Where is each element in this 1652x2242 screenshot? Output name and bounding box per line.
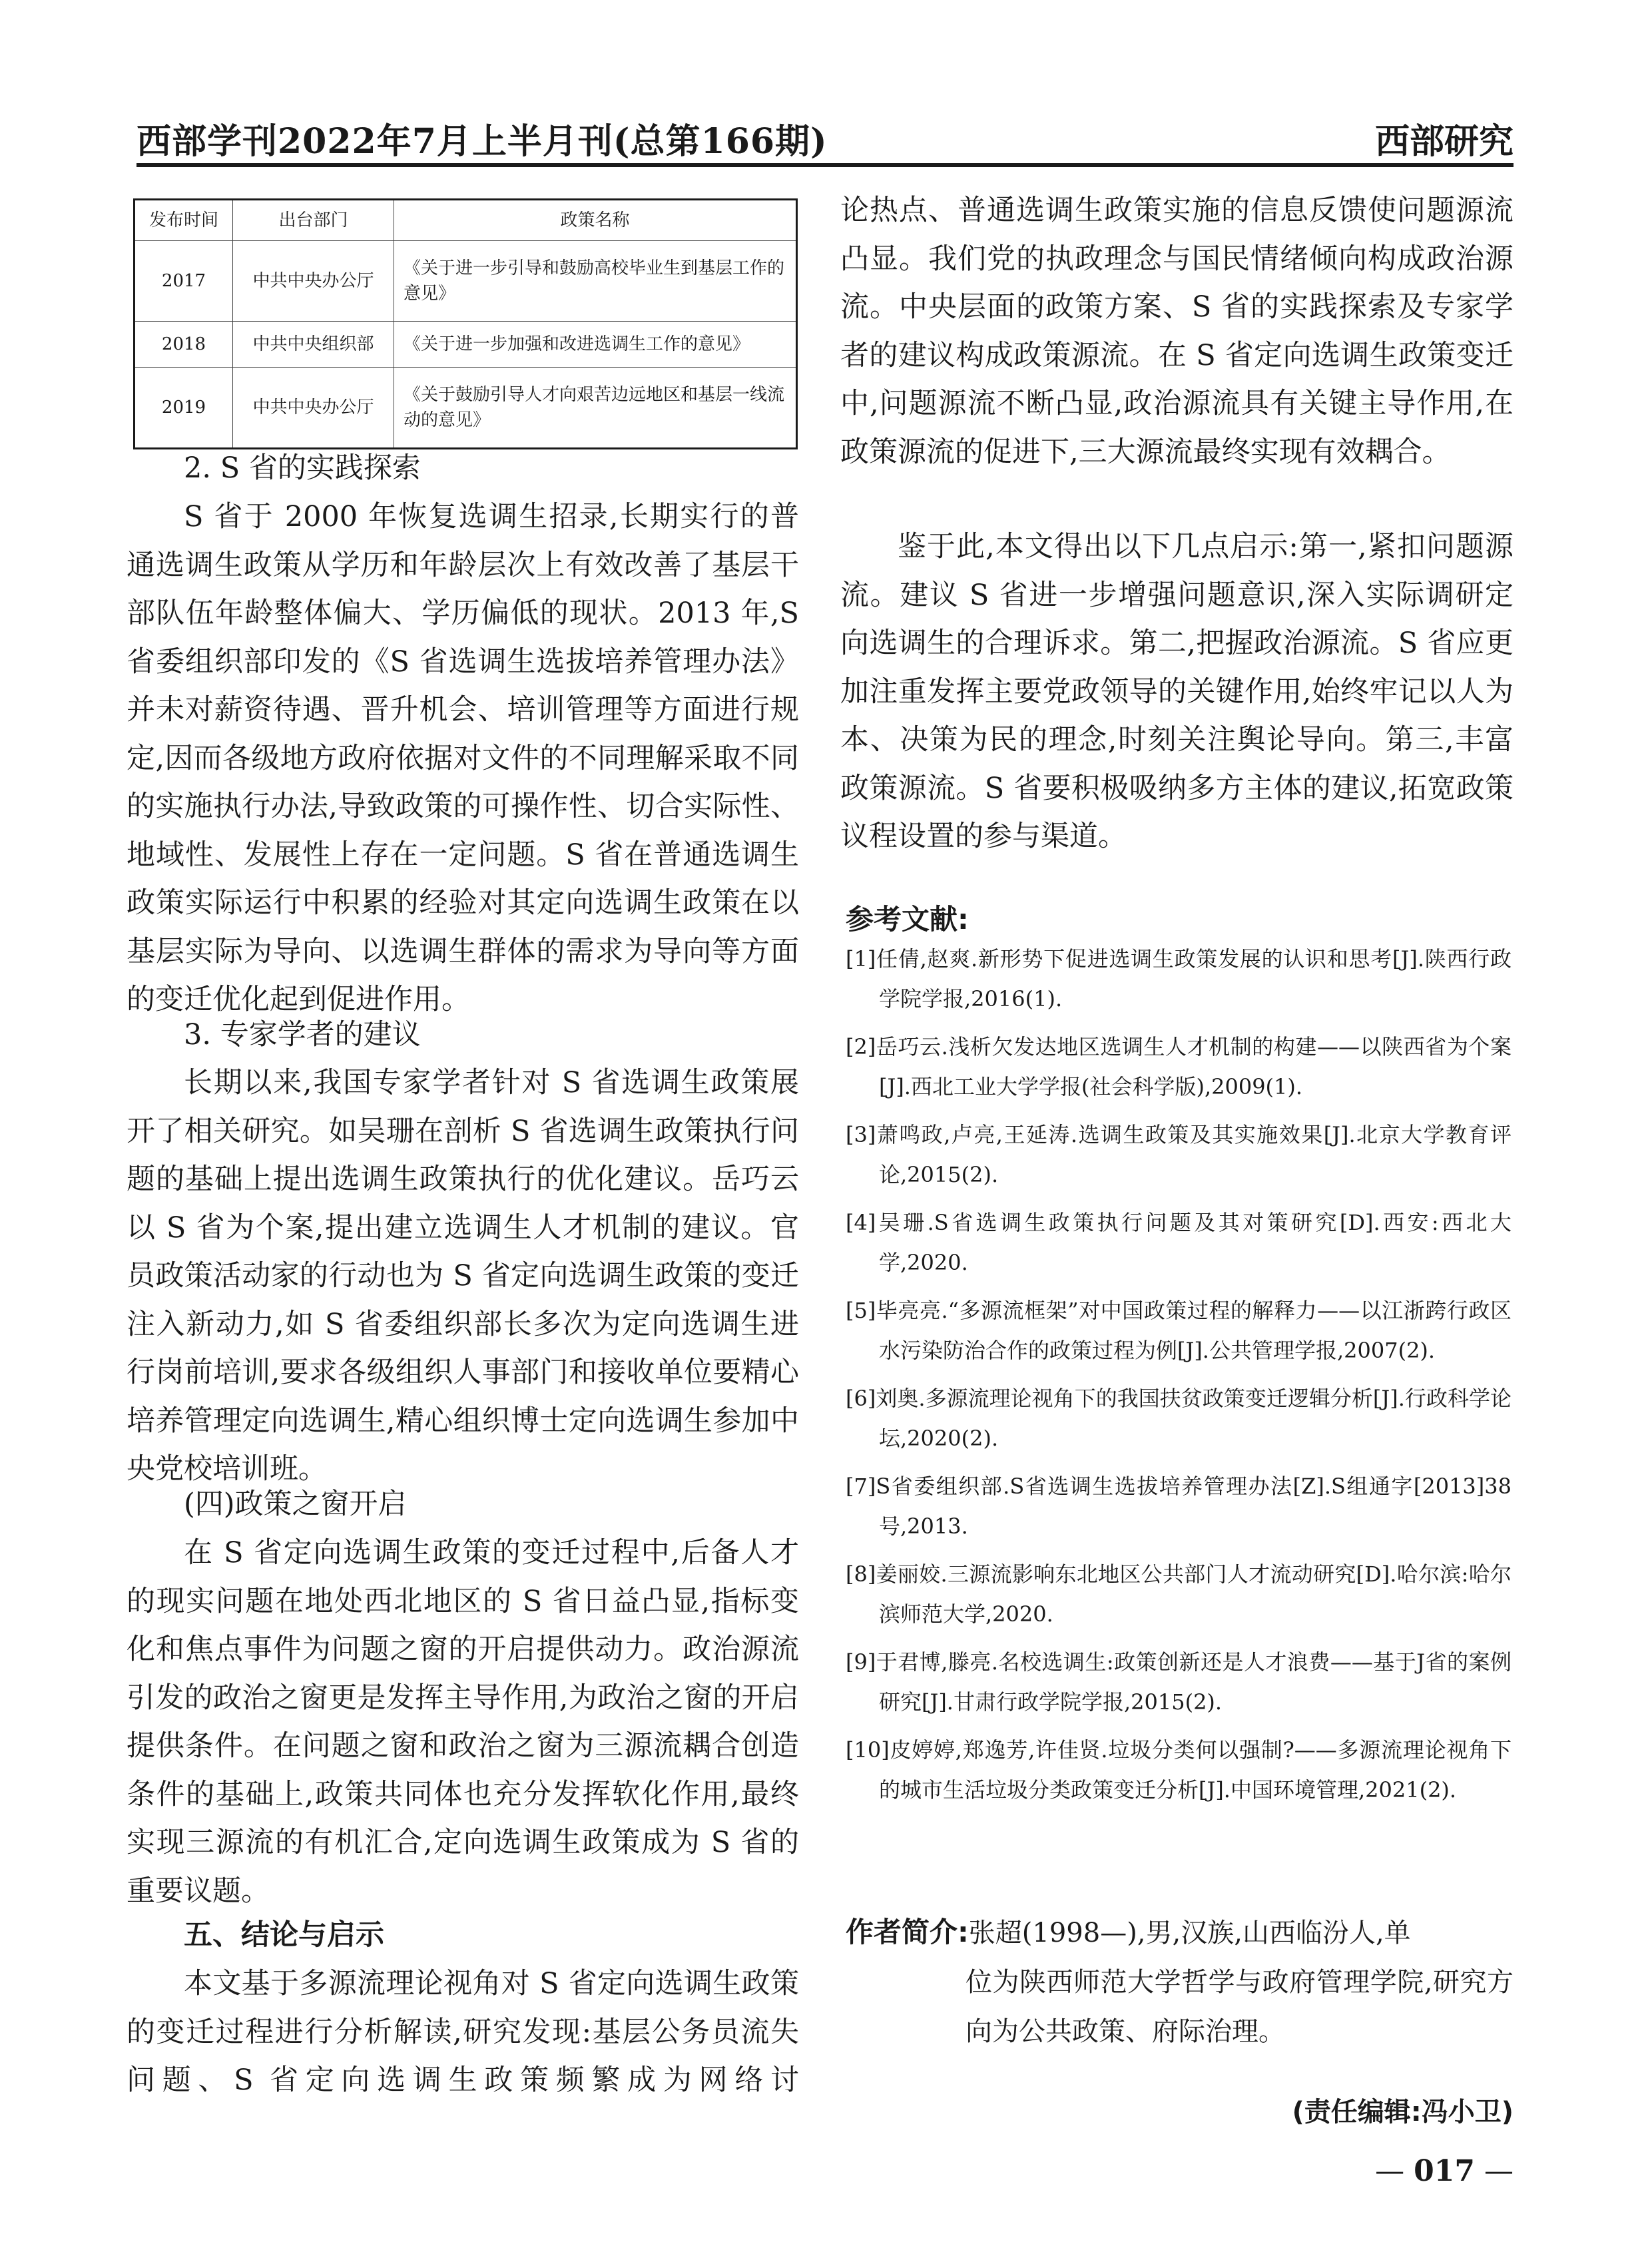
reference-item: [4]吴珊.S省选调生政策执行问题及其对策研究[D].西安:西北大学,2020.	[846, 1210, 1512, 1275]
journal-title: 西部学刊2022年7月上半月刊(总第166期)	[137, 121, 828, 162]
author-label: 作者简介:	[846, 1916, 969, 1948]
cell-dept: 中共中央组织部	[233, 322, 394, 368]
reference-item: [3]萧鸣政,卢亮,王延涛.选调生政策及其实施效果[J].北京大学教育评论,2015(2).	[846, 1122, 1512, 1187]
paragraph-insights: 鉴于此,本文得出以下几点启示:第一,紧扣问题源流。建议 S 省进一步增强问题意识,深入实际调研定向选调生的合理诉求。第二,把握政治源流。S 省应更加注重发挥主要党政领导的关键作用,始终牢记以人为本、决策为民的理念,时刻关注舆论导向。第三,丰富政策源流。S 省要积极吸纳多方主体的建议,拓宽政策议程设置的参与渠道。	[840, 530, 1514, 853]
cell-date: 2017	[135, 241, 233, 322]
table-row	[135, 241, 797, 322]
page-dash-right: —	[1475, 2154, 1514, 2188]
page-number-value: 017	[1414, 2154, 1475, 2188]
paragraph-continued: 论热点、普通选调生政策实施的信息反馈使问题源流凸显。我们党的执政理念与国民情绪倾向构成政治源流。中央层面的政策方案、S 省的实践探索及专家学者的建议构成政策源流。在 S 省定向选调生政策变迁中,问题源流不断凸显,政治源流具有关键主导作用,在政策源流的促进下,三大源流最终实现有效耦合。	[840, 194, 1514, 469]
heading-conclusion: 五、结论与启示	[184, 1918, 384, 1952]
reference-item: [8]姜丽姣.三源流影响东北地区公共部门人才流动研究[D].哈尔滨:哈尔滨师范大学,2020.	[846, 1561, 1512, 1627]
cell-dept: 中共中央办公厅	[233, 368, 394, 449]
author-line-first	[846, 1908, 1514, 1958]
author-text-first: 张超(1998—),男,汉族,山西临汾人,单	[968, 1918, 1411, 1948]
cell-date: 2019	[135, 368, 233, 449]
cell-policy: 《关于进一步加强和改进选调生工作的意见》	[394, 322, 797, 368]
page-dash-left: —	[1375, 2154, 1414, 2188]
reference-item: [6]刘奥.多源流理论视角下的我国扶贫政策变迁逻辑分析[J].行政科学论坛,2020(2).	[846, 1386, 1512, 1451]
table-row	[135, 368, 797, 449]
paragraph-practice: S 省于 2000 年恢复选调生招录,长期实行的普通选调生政策从学历和年龄层次上有效改善了基层干部队伍年龄整体偏大、学历偏低的现状。2013 年,S 省委组织部印发的《S 省选调生选拔培养管理办法》并未对薪资待遇、晋升机会、培训管理等方面进行规定,因而各级地方政府依据对文件的不同理解采取不同的实施执行办法,导致政策的可操作性、切合实际性、地域性、发展性上存在一定问题。S 省在普通选调生政策实际运行中积累的经验对其定向选调生政策在以基层实际为导向、以选调生群体的需求为导向等方面的变迁优化起到促进作用。	[127, 500, 799, 1016]
policy-table	[133, 198, 798, 449]
reference-item: [10]皮婷婷,郑逸芳,许佳贤.垃圾分类何以强制?——多源流理论视角下的城市生活垃圾分类政策变迁分析[J].中国环境管理,2021(2).	[846, 1737, 1512, 1803]
reference-item: [1]任倩,赵爽.新形势下促进选调生政策发展的认识和思考[J].陕西行政学院学报,2016(1).	[846, 946, 1512, 1011]
page-header	[137, 107, 1514, 160]
author-text-continued: 位为陕西师范大学哲学与政府管理学院,研究方向为公共政策、府际治理。	[965, 1967, 1514, 2047]
col-header-dept: 出台部门	[233, 200, 394, 241]
reference-item: [5]毕亮亮.“多源流框架”对中国政策过程的解释力——以江浙跨行政区水污染防治合作的政策过程为例[J].公共管理学报,2007(2).	[846, 1298, 1512, 1363]
author-bio	[846, 1908, 1514, 2056]
table-header-row	[135, 200, 797, 241]
paragraph-experts: 长期以来,我国专家学者针对 S 省选调生政策展开了相关研究。如吴珊在剖析 S 省选调生政策执行问题的基础上提出选调生政策执行的优化建议。岳巧云以 S 省为个案,提出建立选调生人才机制的建议。官员政策活动家的行动也为 S 省定向选调生政策的变迁注入新动力,如 S 省委组织部长多次为定向选调生进行岗前培训,要求各级组织人事部门和接收单位要精心培养管理定向选调生,精心组织博士定向选调生参加中央党校培训班。	[127, 1066, 799, 1486]
col-header-date: 发布时间	[135, 200, 233, 241]
section-title: 西部研究	[1374, 122, 1514, 162]
cell-policy: 《关于进一步引导和鼓励高校毕业生到基层工作的意见》	[394, 241, 797, 322]
reference-item: [7]S省委组织部.S省选调生选拔培养管理办法[Z].S组通字[2013]38号,2013.	[846, 1474, 1512, 1539]
heading-practice: 2. S 省的实践探索	[184, 451, 421, 485]
paragraph-window: 在 S 省定向选调生政策的变迁过程中,后备人才的现实问题在地处西北地区的 S 省日益凸显,指标变化和焦点事件为问题之窗的开启提供动力。政治源流引发的政治之窗更是发挥主导作用,为政治之窗的开启提供条件。在问题之窗和政治之窗为三源流耦合创造条件的基础上,政策共同体也充分发挥软化作用,最终实现三源流的有机汇合,定向选调生政策成为 S 省的重要议题。	[127, 1536, 799, 1908]
responsible-editor: (责任编辑:冯小卫)	[1292, 2097, 1514, 2127]
heading-experts: 3. 专家学者的建议	[184, 1018, 421, 1051]
cell-dept: 中共中央办公厅	[233, 241, 394, 322]
reference-list	[846, 939, 1512, 1818]
page-number	[1375, 2154, 1514, 2188]
reference-item: [9]于君博,滕亮.名校选调生:政策创新还是人才浪费——基于J省的案例研究[J].甘肃行政学院学报,2015(2).	[846, 1649, 1512, 1715]
header-rule	[137, 163, 1514, 167]
references-title: 参考文献:	[846, 903, 969, 936]
table-row	[135, 322, 797, 368]
paragraph-conclusion: 本文基于多源流理论视角对 S 省定向选调生政策的变迁过程进行分析解读,研究发现:基层公务员流失问题、S 省定向选调生政策频繁成为网络讨	[127, 1967, 799, 2097]
heading-window: (四)政策之窗开启	[184, 1488, 407, 1521]
reference-item: [2]岳巧云.浅析欠发达地区选调生人才机制的构建——以陕西省为个案[J].西北工业大学学报(社会科学版),2009(1).	[846, 1034, 1512, 1099]
cell-policy: 《关于鼓励引导人才向艰苦边远地区和基层一线流动的意见》	[394, 368, 797, 449]
cell-date: 2018	[135, 322, 233, 368]
col-header-policy: 政策名称	[394, 200, 797, 241]
